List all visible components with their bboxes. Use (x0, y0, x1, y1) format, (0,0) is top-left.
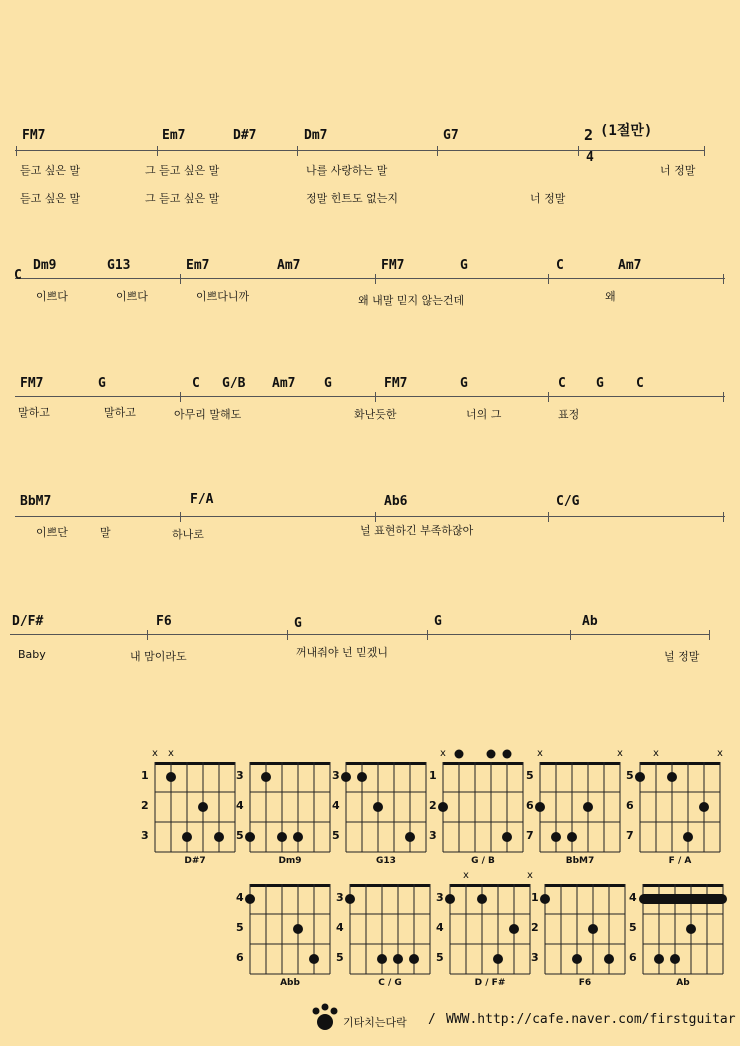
fret-number: 1 (531, 891, 539, 904)
chord-diagram (629, 884, 725, 988)
fret-number: 3 (236, 769, 244, 782)
finger-dot (245, 894, 255, 904)
mute-mark: x (653, 748, 659, 759)
chord-label: FM7 (20, 376, 44, 391)
chord-diagram-name: G / B (471, 856, 495, 866)
fret-number: 3 (436, 891, 444, 904)
finger-dot (683, 832, 693, 842)
fret-number: 5 (526, 769, 534, 782)
fret-number: 3 (141, 829, 149, 842)
bar-line (287, 630, 288, 640)
finger-dot (502, 832, 512, 842)
bar-line (709, 630, 710, 640)
mute-mark: x (440, 748, 446, 759)
chord-label: G (596, 376, 604, 391)
bar-line (375, 392, 376, 402)
fret-number: 5 (626, 769, 634, 782)
finger-dot (293, 832, 303, 842)
section-note: (1절만) (600, 123, 653, 139)
fret-number: 3 (429, 829, 437, 842)
finger-dot (438, 802, 448, 812)
chord-label: G/B (222, 376, 246, 391)
mute-mark: x (537, 748, 543, 759)
fret-number: 5 (236, 921, 244, 934)
chord-label: G (294, 616, 302, 631)
chord-label: G (460, 258, 468, 273)
lyric: 말 (100, 526, 111, 539)
finger-dot (357, 772, 367, 782)
chord-label: FM7 (384, 376, 408, 391)
fret-number: 5 (436, 951, 444, 964)
chord-label: FM7 (22, 128, 46, 143)
lyric: 나를 사랑하는 말 (306, 164, 388, 177)
fret-number: 5 (236, 829, 244, 842)
chord-label: C (556, 258, 564, 273)
finger-dot (588, 924, 598, 934)
chord-label: G (460, 376, 468, 391)
lyric: 이쁘다니까 (196, 290, 250, 303)
chord-diagram-name: C / G (378, 978, 402, 988)
bar-line (704, 146, 705, 156)
chord-label: G7 (443, 128, 459, 143)
chord-grid (250, 762, 332, 854)
lyric: 그 듣고 싶은 말 (145, 164, 220, 177)
fret-number: 4 (436, 921, 444, 934)
lyric: 하나로 (172, 528, 204, 541)
footer-logo-text: 기타치는다락 (343, 1016, 407, 1029)
finger-dot (667, 772, 677, 782)
fret-number: 5 (332, 829, 340, 842)
lyric: 널 정말 (664, 650, 700, 663)
finger-dot (198, 802, 208, 812)
finger-dot (487, 750, 496, 759)
chord-grid (155, 762, 237, 854)
chord-diagram (236, 884, 332, 988)
footer-url[interactable]: WWW.http://cafe.naver.com/firstguitar (446, 1012, 736, 1027)
chord-grid (250, 884, 332, 976)
finger-dot (551, 832, 561, 842)
fret-number: 5 (629, 921, 637, 934)
chord-label: C (558, 376, 566, 391)
finger-dot (477, 894, 487, 904)
bar-line (578, 146, 579, 156)
fret-number: 4 (332, 799, 340, 812)
chord-label: Ab (582, 614, 598, 629)
lyric: 내 맘이라도 (130, 650, 187, 663)
chord-grid (540, 762, 622, 854)
finger-dot (654, 954, 664, 964)
chord-diagram-name: BbM7 (565, 856, 595, 866)
staff-line (15, 396, 725, 397)
finger-dot (409, 954, 419, 964)
chord-label: FM7 (381, 258, 405, 273)
bar-line (723, 512, 724, 522)
finger-dot (635, 772, 645, 782)
chord-diagram-name: F / A (668, 856, 692, 866)
finger-dot (373, 802, 383, 812)
lyric: 그 듣고 싶은 말 (145, 192, 220, 205)
mute-mark: x (617, 748, 623, 759)
finger-dot (405, 832, 415, 842)
fret-number: 6 (236, 951, 244, 964)
fret-number: 5 (336, 951, 344, 964)
bar-line (437, 146, 438, 156)
chord-grid (443, 762, 525, 854)
bar-line (723, 274, 724, 284)
fret-number: 4 (629, 891, 637, 904)
chord-label: Am7 (618, 258, 642, 273)
finger-dot (245, 832, 255, 842)
fret-number: 3 (531, 951, 539, 964)
lyric: 널 표현하긴 부족하잖아 (360, 524, 474, 537)
chord-diagram (526, 748, 623, 866)
lyric: 정말 힌트도 없는지 (306, 192, 399, 205)
footer-separator: / (428, 1012, 436, 1027)
staff-line (10, 634, 710, 635)
fret-number: 2 (531, 921, 539, 934)
bar-line (570, 630, 571, 640)
fret-number: 6 (626, 799, 634, 812)
chord-grid (643, 884, 725, 976)
chord-label: G (98, 376, 106, 391)
lyric: 왜 (605, 290, 616, 303)
finger-dot (377, 954, 387, 964)
chord-diagram (436, 870, 533, 988)
chord-grid (450, 884, 532, 976)
bar-line (180, 392, 181, 402)
lyric: 이쁘다 (116, 290, 148, 303)
chord-label: Am7 (272, 376, 296, 391)
finger-dot (493, 954, 503, 964)
finger-dot (345, 894, 355, 904)
chord-diagram-name: D / F# (474, 978, 506, 988)
lyric: 이쁘다 (36, 290, 68, 303)
lyric: 말하고 (18, 406, 50, 419)
chord-diagram (429, 748, 525, 866)
fret-number: 4 (336, 921, 344, 934)
bar-line (723, 392, 724, 402)
chord-label: BbM7 (20, 494, 52, 509)
chord-label: Ab6 (384, 494, 408, 509)
chord-diagram (141, 748, 237, 866)
finger-dot (670, 954, 680, 964)
chord-diagram (332, 762, 428, 866)
staff-line (15, 278, 725, 279)
chord-label: D#7 (233, 128, 257, 143)
finger-dot (455, 750, 464, 759)
chord-label: Em7 (186, 258, 210, 273)
chord-label: Am7 (277, 258, 301, 273)
finger-dot (445, 894, 455, 904)
lyric: 말하고 (104, 406, 136, 419)
chord-label: C (14, 268, 22, 283)
lyric: 왜 내말 믿지 않는건데 (358, 294, 465, 307)
chord-label: G (324, 376, 332, 391)
chord-diagram-name: F6 (578, 978, 592, 988)
finger-dot (214, 832, 224, 842)
chord-label: F6 (156, 614, 172, 629)
fret-number: 6 (526, 799, 534, 812)
lyric: Baby (18, 648, 46, 661)
finger-dot (309, 954, 319, 964)
finger-dot (540, 894, 550, 904)
finger-dot (583, 802, 593, 812)
chord-diagram (531, 884, 627, 988)
lyric: 꺼내줘야 넌 믿겠니 (296, 646, 389, 659)
finger-dot (261, 772, 271, 782)
finger-dot (277, 832, 287, 842)
chord-label: C/G (556, 494, 580, 509)
bar-line (147, 630, 148, 640)
lyric: 듣고 싶은 말 (20, 192, 81, 205)
bar-line (16, 146, 17, 156)
chord-label: F/A (190, 492, 214, 507)
bar-line (548, 274, 549, 284)
chord-grid (346, 762, 428, 854)
chord-diagram-name: G13 (376, 856, 396, 866)
finger-dot (686, 924, 696, 934)
mute-mark: x (717, 748, 723, 759)
finger-dot (509, 924, 519, 934)
fret-number: 2 (429, 799, 437, 812)
chord-label: D/F# (12, 614, 44, 629)
fret-number: 4 (236, 799, 244, 812)
chord-grid (350, 884, 432, 976)
chord-grid (545, 884, 627, 976)
fret-number: 7 (626, 829, 634, 842)
finger-dot (572, 954, 582, 964)
bar-line (427, 630, 428, 640)
chord-diagram-name: Ab (676, 978, 690, 988)
chord-label: C (192, 376, 200, 391)
bar-line (180, 512, 181, 522)
fret-number: 6 (629, 951, 637, 964)
lyric: 화난듯한 (354, 408, 397, 421)
chord-label: C (636, 376, 644, 391)
bar-line (548, 512, 549, 522)
fret-number: 3 (336, 891, 344, 904)
finger-dot (535, 802, 545, 812)
fret-number: 1 (141, 769, 149, 782)
lyric: 너 정말 (530, 192, 566, 205)
chord-label: G (434, 614, 442, 629)
staff-line (15, 516, 725, 517)
finger-dot (166, 772, 176, 782)
finger-dot (604, 954, 614, 964)
staff-line (15, 150, 705, 151)
bar-line (375, 512, 376, 522)
finger-dot (341, 772, 351, 782)
lyric: 이쁘단 (36, 526, 68, 539)
fret-number: 7 (526, 829, 534, 842)
chord-diagram-name: Dm9 (278, 856, 302, 866)
lyric: 너의 그 (466, 408, 502, 421)
mute-mark: x (152, 748, 158, 759)
fret-number: 4 (236, 891, 244, 904)
paw-logo-icon (310, 1002, 340, 1032)
chord-diagram (626, 748, 723, 866)
lyric: 표정 (558, 408, 580, 421)
finger-dot (293, 924, 303, 934)
finger-dot (567, 832, 577, 842)
bar-line (548, 392, 549, 402)
finger-dot (393, 954, 403, 964)
fret-number: 3 (332, 769, 340, 782)
time-signature-bottom: 4 (586, 150, 594, 165)
chord-label: Dm9 (33, 258, 57, 273)
mute-mark: x (527, 870, 533, 881)
bar-line (157, 146, 158, 156)
mute-mark: x (463, 870, 469, 881)
time-signature-top: 2 (584, 126, 594, 144)
fret-number: 2 (141, 799, 149, 812)
mute-mark: x (168, 748, 174, 759)
chord-diagram-name: Abb (280, 978, 300, 988)
barre-mark (639, 894, 727, 904)
finger-dot (699, 802, 709, 812)
finger-dot (182, 832, 192, 842)
lyric: 너 정말 (660, 164, 696, 177)
lyric: 듣고 싶은 말 (20, 164, 81, 177)
chord-diagram-name: D#7 (184, 856, 206, 866)
bar-line (297, 146, 298, 156)
bar-line (375, 274, 376, 284)
fret-number: 1 (429, 769, 437, 782)
chord-label: Dm7 (304, 128, 328, 143)
chord-label: Em7 (162, 128, 186, 143)
bar-line (180, 274, 181, 284)
chord-grid (640, 762, 722, 854)
chord-label: G13 (107, 258, 131, 273)
chord-diagram (336, 884, 432, 988)
finger-dot (503, 750, 512, 759)
lyric: 아무리 말해도 (174, 408, 242, 421)
chord-diagram (236, 762, 332, 866)
